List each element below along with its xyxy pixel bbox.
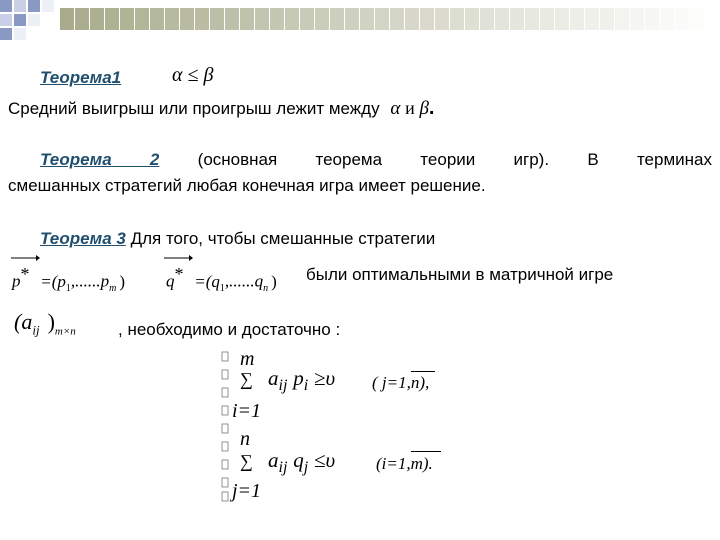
- eq2-range-bar: [411, 451, 441, 452]
- theorem3-label: Теорема 3: [40, 229, 126, 248]
- header-bar-segment: [390, 8, 404, 30]
- eq1-var: p: [293, 366, 304, 390]
- eq2-upper-limit: n: [240, 428, 250, 450]
- eq2-var-sub: j: [303, 459, 309, 477]
- p-sub-m: m: [109, 283, 117, 295]
- p-symbol: p: [12, 271, 21, 291]
- matrix-open: (a: [14, 309, 33, 334]
- p-sub-1: 1: [65, 283, 71, 295]
- header-bar-segment: [435, 8, 449, 30]
- period: .: [428, 97, 435, 119]
- header-bar-segment: [450, 8, 464, 30]
- q-def-mid: ,......q: [224, 271, 264, 291]
- matrix-sub: ij: [32, 322, 40, 338]
- corner-decoration: [0, 0, 60, 48]
- eq2-relation: ≤υ: [314, 448, 336, 472]
- header-bar-segment: [225, 8, 239, 30]
- header-bar-segment: [210, 8, 224, 30]
- eq2-var: q: [293, 448, 304, 472]
- eq1-a-sub: ij: [278, 377, 288, 395]
- header-bar-segment: [705, 8, 719, 30]
- header-bar-segment: [495, 8, 509, 30]
- matrix-dimension: m×n: [54, 325, 76, 338]
- header-bar-segment: [405, 8, 419, 30]
- header-bar-segment: [120, 8, 134, 30]
- eq2-a-sub: ij: [278, 459, 288, 477]
- header-gradient-bar: [60, 8, 720, 30]
- theorem2-text1: (основная теорема теории игр). В терминах: [197, 150, 712, 169]
- eq1-relation: ≥υ: [314, 366, 336, 390]
- header-bar-segment: [525, 8, 539, 30]
- header-bar-segment: [585, 8, 599, 30]
- eq1-term: [268, 366, 335, 395]
- theorem1-label: Теорема1: [40, 68, 122, 87]
- q-sub-1: 1: [219, 283, 225, 295]
- star: *: [20, 264, 30, 284]
- eq2-lower-limit: j=1: [232, 480, 262, 502]
- eq2-a: a: [268, 448, 279, 472]
- eq1-sum-symbol: ∑: [240, 369, 253, 389]
- header-bar-segment: [195, 8, 209, 30]
- header-bar-segment: [180, 8, 194, 30]
- header-bar-segment: [105, 8, 119, 30]
- p-star-definition: [12, 264, 125, 294]
- eq1-var-sub: i: [303, 377, 309, 395]
- header-bar-segment: [570, 8, 584, 30]
- header-bar-segment: [330, 8, 344, 30]
- header-bar-segment: [690, 8, 704, 30]
- header-bar-segment: [135, 8, 149, 30]
- eq1-lower-limit: i=1: [232, 400, 262, 422]
- header-bar-segment: [555, 8, 569, 30]
- eq1-range: ( j=1,n),: [372, 373, 430, 392]
- matrix-close: ): [47, 309, 55, 334]
- header-bar-segment: [420, 8, 434, 30]
- theorem1-statement-text: Средний выигрыш или проигрыш лежит между: [8, 99, 380, 118]
- header-bar-segment: [645, 8, 659, 30]
- decor-square: [14, 14, 26, 26]
- eq2-range: (i=1,m).: [376, 454, 433, 473]
- theorem3-line3: , необходимо и достаточно :: [118, 320, 341, 339]
- theorem1-condition: α ≤ β: [172, 64, 214, 86]
- q-def-open: =(q: [194, 271, 220, 291]
- header-bar-segment: [300, 8, 314, 30]
- header-bar-segment: [345, 8, 359, 30]
- header-bar-segment: [270, 8, 284, 30]
- theorem3-line2: были оптимальными в матричной игре: [306, 265, 614, 284]
- eq2-term: [268, 448, 335, 477]
- header-bar-segment: [255, 8, 269, 30]
- header-bar-segment: [465, 8, 479, 30]
- eq1-range-bar: [411, 371, 435, 372]
- q-star-definition: [166, 264, 277, 294]
- header-bar-segment: [615, 8, 629, 30]
- q-sub-n: n: [263, 283, 269, 295]
- header-bar-segment: [240, 8, 254, 30]
- q-symbol: q: [166, 271, 175, 291]
- header-bar-segment: [660, 8, 674, 30]
- header-bar-segment: [150, 8, 164, 30]
- header-bar-segment: [540, 8, 554, 30]
- header-bar-segment: [480, 8, 494, 30]
- header-bar-segment: [165, 8, 179, 30]
- decor-square: [42, 0, 54, 12]
- header-bar-segment: [60, 8, 74, 30]
- q-vector-arrow: [163, 253, 193, 263]
- theorem3-text1: Для того, чтобы смешанные стратегии: [130, 229, 436, 248]
- theorem2-line2: смешанных стратегий любая конечная игра имеет решение.: [8, 176, 486, 195]
- eq1-upper-limit: m: [240, 348, 255, 370]
- header-bar-segment: [360, 8, 374, 30]
- p-vector-arrow: [10, 253, 40, 263]
- header-bar-segment: [75, 8, 89, 30]
- theorem3-line1: [40, 229, 435, 249]
- q-def-close: ): [271, 271, 277, 291]
- decor-square: [14, 28, 26, 40]
- header-bar-segment: [630, 8, 644, 30]
- decor-square: [0, 14, 12, 26]
- star: *: [174, 264, 184, 284]
- header-bar-segment: [315, 8, 329, 30]
- decor-square: [14, 0, 26, 12]
- theorem2-line1: [8, 150, 712, 170]
- p-def-mid: ,......p: [70, 271, 110, 291]
- alpha-symbol: α: [390, 98, 401, 119]
- header-bar-segment: [375, 8, 389, 30]
- decor-square: [28, 14, 40, 26]
- header-bar-segment: [90, 8, 104, 30]
- p-def-close: ): [119, 271, 126, 291]
- p-def-open: =(p: [40, 271, 66, 291]
- header-bar-segment: [285, 8, 299, 30]
- eq2-sum-symbol: ∑: [240, 451, 253, 471]
- theorem1-statement: [8, 97, 434, 120]
- header-bar-segment: [600, 8, 614, 30]
- theorem2-label: Теорема 2: [40, 150, 160, 169]
- and-word: и: [405, 98, 415, 118]
- payoff-matrix: [14, 309, 76, 338]
- decor-square: [0, 0, 12, 12]
- header-bar-segment: [510, 8, 524, 30]
- decor-square: [28, 0, 40, 12]
- beta-symbol: β: [419, 98, 429, 119]
- eq1-a: a: [268, 366, 279, 390]
- decor-square: [0, 28, 12, 40]
- header-bar-segment: [675, 8, 689, 30]
- system-brace-icon: [218, 350, 232, 502]
